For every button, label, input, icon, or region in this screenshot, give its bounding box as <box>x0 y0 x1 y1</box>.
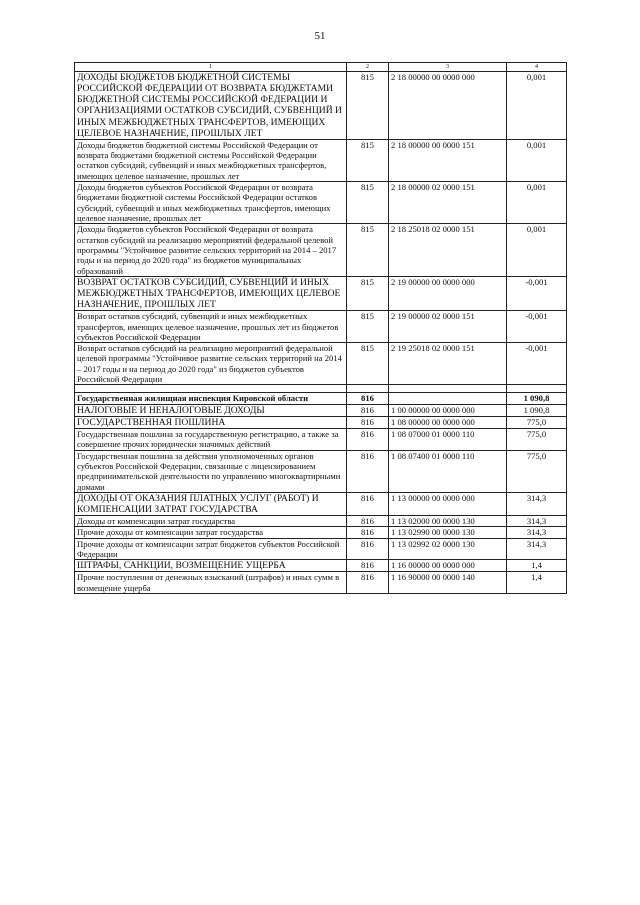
row-name-cell: Доходы бюджетов субъектов Российской Федерации от возврата остатков субсидий на реализацию мероприятий федеральной целевой программы "Устойчивое развитие сельских территорий на 2014 – 2017 годы и на период до 2020 года" из бюджетов муниципальных образований <box>75 224 347 277</box>
row-amount-cell: 1 090,8 <box>507 393 567 404</box>
row-name-cell: НАЛОГОВЫЕ И НЕНАЛОГОВЫЕ ДОХОДЫ <box>75 404 347 416</box>
row-classification-code-cell: 2 18 00000 00 0000 000 <box>389 72 507 140</box>
table-row <box>75 276 567 310</box>
row-admin-code-cell: 816 <box>347 450 389 492</box>
row-name-cell: ДОХОДЫ ОТ ОКАЗАНИЯ ПЛАТНЫХ УСЛУГ (РАБОТ) И КОМПЕНСАЦИИ ЗАТРАТ ГОСУДАРСТВА <box>75 492 347 515</box>
column-number-row <box>75 63 567 72</box>
row-admin-code-cell: 816 <box>347 492 389 515</box>
row-amount-cell: 775,0 <box>507 428 567 450</box>
row-classification-code-cell: 1 13 02992 02 0000 130 <box>389 538 507 560</box>
row-amount-cell: 1 090,8 <box>507 404 567 416</box>
row-amount-cell: 0,001 <box>507 224 567 277</box>
row-name-cell: Прочие поступления от денежных взысканий (штрафов) и иных сумм в возмещение ущерба <box>75 572 347 594</box>
row-amount-cell: 0,001 <box>507 139 567 181</box>
row-classification-code-cell <box>389 393 507 404</box>
table-row <box>75 572 567 594</box>
row-name-cell: Прочие доходы от компенсации затрат бюджетов субъектов Российской Федерации <box>75 538 347 560</box>
table-row <box>75 527 567 538</box>
row-classification-code-cell: 1 08 07400 01 0000 110 <box>389 450 507 492</box>
row-admin-code-cell: 815 <box>347 343 389 385</box>
table-row <box>75 139 567 181</box>
table-row <box>75 560 567 572</box>
row-classification-code-cell: 1 16 00000 00 0000 000 <box>389 560 507 572</box>
table-row <box>75 538 567 560</box>
table-row <box>75 516 567 527</box>
row-amount-cell: 314,3 <box>507 492 567 515</box>
row-name-cell: Государственная жилищная инспекция Кировской области <box>75 393 347 404</box>
row-amount-cell: 314,3 <box>507 527 567 538</box>
row-name-cell: Государственная пошлина за государственную регистрацию, а также за совершение прочих юридически значимых действий <box>75 428 347 450</box>
table-row <box>75 311 567 343</box>
row-amount-cell: 314,3 <box>507 516 567 527</box>
table-row <box>75 450 567 492</box>
row-classification-code-cell: 2 18 00000 02 0000 151 <box>389 182 507 224</box>
row-classification-code-cell: 2 19 00000 00 0000 000 <box>389 276 507 310</box>
row-classification-code-cell: 2 19 25018 02 0000 151 <box>389 343 507 385</box>
row-admin-code-cell: 816 <box>347 404 389 416</box>
table-row <box>75 416 567 428</box>
row-name-cell: Государственная пошлина за действия уполномоченных органов субъектов Российской Федерации, связанные с лицензированием предпринимательской деятельности по управлению многоквартирными домами <box>75 450 347 492</box>
revenue-table <box>74 62 567 594</box>
column-number-2: 2 <box>347 63 389 72</box>
row-classification-code-cell: 2 18 25018 02 0000 151 <box>389 224 507 277</box>
table-header <box>75 63 567 72</box>
row-admin-code-cell: 816 <box>347 527 389 538</box>
table-row <box>75 385 567 393</box>
row-classification-code-cell: 1 16 90000 00 0000 140 <box>389 572 507 594</box>
row-name-cell: Возврат остатков субсидий, субвенций и иных межбюджетных трансфертов, имеющих целевое назначение, прошлых лет из бюджетов субъектов Российской Федерации <box>75 311 347 343</box>
row-admin-code-cell <box>347 385 389 393</box>
row-admin-code-cell: 816 <box>347 572 389 594</box>
table-row <box>75 224 567 277</box>
row-admin-code-cell: 815 <box>347 72 389 140</box>
table-row <box>75 393 567 404</box>
column-number-4: 4 <box>507 63 567 72</box>
row-name-cell: Доходы бюджетов бюджетной системы Российской Федерации от возврата бюджетами бюджетной системы Российской Федерации остатков субсидий, субвенций и иных межбюджетных трансфертов, имеющих целевое назначение, прошлых лет <box>75 139 347 181</box>
row-amount-cell: 775,0 <box>507 450 567 492</box>
row-amount-cell: 314,3 <box>507 538 567 560</box>
row-name-cell: ШТРАФЫ, САНКЦИИ, ВОЗМЕЩЕНИЕ УЩЕРБА <box>75 560 347 572</box>
table-row <box>75 404 567 416</box>
table-row <box>75 343 567 385</box>
row-amount-cell: 775,0 <box>507 416 567 428</box>
row-name-cell: ГОСУДАРСТВЕННАЯ ПОШЛИНА <box>75 416 347 428</box>
row-amount-cell: 1,4 <box>507 560 567 572</box>
row-admin-code-cell: 816 <box>347 516 389 527</box>
row-admin-code-cell: 816 <box>347 416 389 428</box>
row-classification-code-cell: 1 13 02990 00 0000 130 <box>389 527 507 538</box>
row-classification-code-cell: 1 00 00000 00 0000 000 <box>389 404 507 416</box>
row-admin-code-cell: 815 <box>347 182 389 224</box>
row-admin-code-cell: 815 <box>347 276 389 310</box>
column-number-3: 3 <box>389 63 507 72</box>
row-classification-code-cell: 2 19 00000 02 0000 151 <box>389 311 507 343</box>
row-admin-code-cell: 815 <box>347 311 389 343</box>
row-classification-code-cell: 2 18 00000 00 0000 151 <box>389 139 507 181</box>
table-row <box>75 182 567 224</box>
row-amount-cell: 1,4 <box>507 572 567 594</box>
row-name-cell: Доходы от компенсации затрат государства <box>75 516 347 527</box>
row-name-cell: ДОХОДЫ БЮДЖЕТОВ БЮДЖЕТНОЙ СИСТЕМЫ РОССИЙСКОЙ ФЕДЕРАЦИИ ОТ ВОЗВРАТА БЮДЖЕТАМИ БЮДЖЕТНОЙ СИСТЕМЫ РОССИЙСКОЙ ФЕДЕРАЦИИ И ОРГАНИЗАЦИЯМИ ОСТАТКОВ СУБСИДИЙ, СУБВЕНЦИЙ И ИНЫХ МЕЖБЮДЖЕТНЫХ ТРАНСФЕРТОВ, ИМЕЮЩИХ ЦЕЛЕВОЕ НАЗНАЧЕНИЕ, ПРОШЛЫХ ЛЕТ <box>75 72 347 140</box>
row-name-cell: Возврат остатков субсидий на реализацию мероприятий федеральной целевой программы "Устойчивое развитие сельских территорий на 2014 – 2017 годы и на период до 2020 года" из бюджетов субъектов Российской Федерации <box>75 343 347 385</box>
row-amount-cell: -0,001 <box>507 276 567 310</box>
row-name-cell: Доходы бюджетов субъектов Российской Федерации от возврата бюджетами бюджетной системы Российской Федерации остатков субсидий, субвенций и иных межбюджетных трансфертов, имеющих целевое назначение, прошлых лет <box>75 182 347 224</box>
table-row <box>75 492 567 515</box>
table-row <box>75 428 567 450</box>
table-body <box>75 72 567 594</box>
row-admin-code-cell: 815 <box>347 139 389 181</box>
row-admin-code-cell: 816 <box>347 538 389 560</box>
row-classification-code-cell: 1 08 07000 01 0000 110 <box>389 428 507 450</box>
row-amount-cell: -0,001 <box>507 343 567 385</box>
row-amount-cell: -0,001 <box>507 311 567 343</box>
row-admin-code-cell: 816 <box>347 393 389 404</box>
row-admin-code-cell: 816 <box>347 560 389 572</box>
row-admin-code-cell: 815 <box>347 224 389 277</box>
column-number-1: 1 <box>75 63 347 72</box>
page-number: 51 <box>314 30 326 42</box>
row-classification-code-cell <box>389 385 507 393</box>
row-amount-cell: 0,001 <box>507 182 567 224</box>
row-amount-cell <box>507 385 567 393</box>
row-admin-code-cell: 816 <box>347 428 389 450</box>
row-classification-code-cell: 1 13 02000 00 0000 130 <box>389 516 507 527</box>
table-row <box>75 72 567 140</box>
row-amount-cell: 0,001 <box>507 72 567 140</box>
row-classification-code-cell: 1 08 00000 00 0000 000 <box>389 416 507 428</box>
row-name-cell: Прочие доходы от компенсации затрат государства <box>75 527 347 538</box>
row-classification-code-cell: 1 13 00000 00 0000 000 <box>389 492 507 515</box>
row-name-cell: ВОЗВРАТ ОСТАТКОВ СУБСИДИЙ, СУБВЕНЦИЙ И ИНЫХ МЕЖБЮДЖЕТНЫХ ТРАНСФЕРТОВ, ИМЕЮЩИХ ЦЕЛЕВОЕ НАЗНАЧЕНИЕ, ПРОШЛЫХ ЛЕТ <box>75 276 347 310</box>
row-name-cell <box>75 385 347 393</box>
